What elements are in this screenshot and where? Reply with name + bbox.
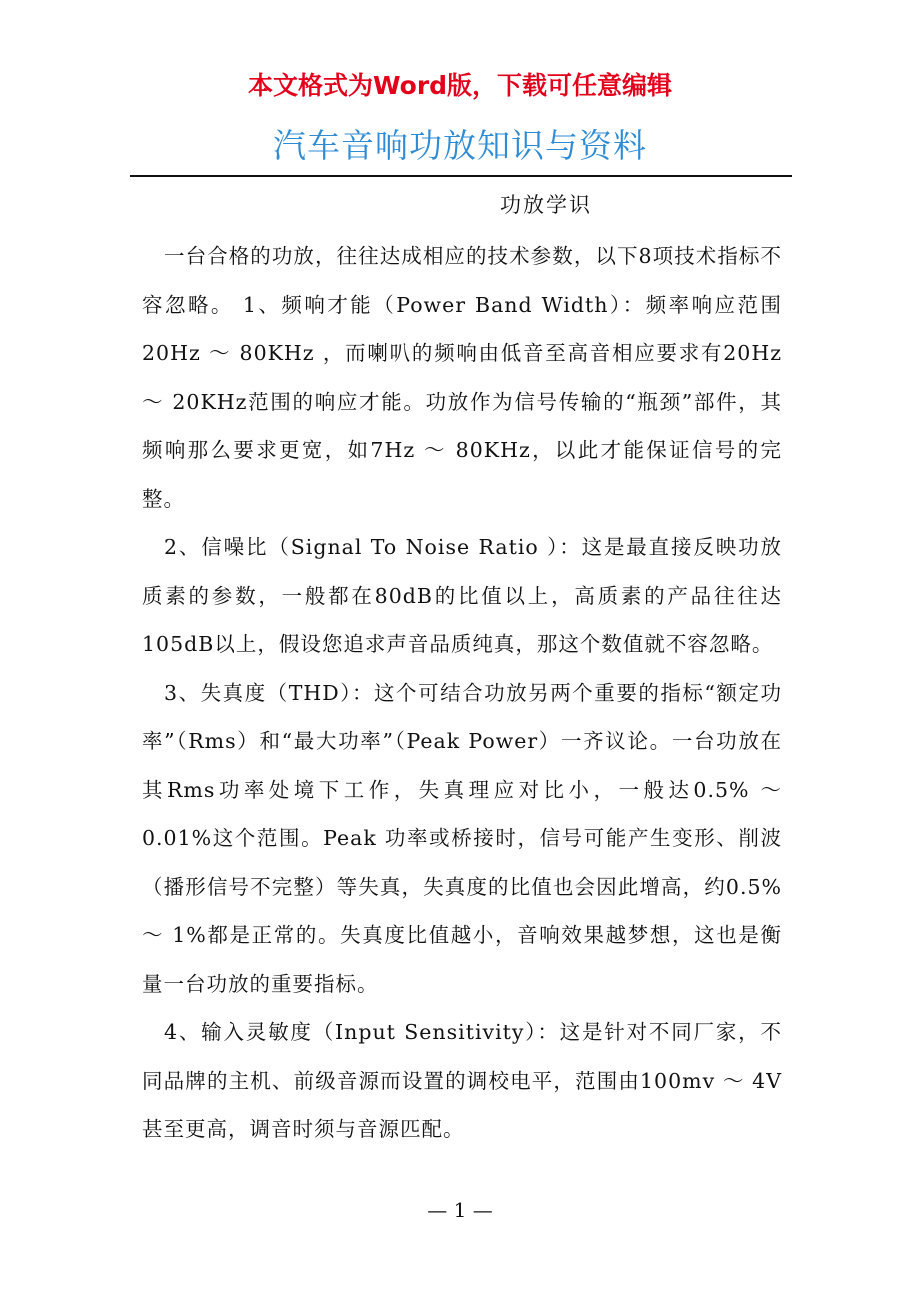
- title-divider: [130, 175, 792, 177]
- page-number: — 1 —: [427, 1198, 493, 1222]
- download-banner: 本文格式为Word版，下载可任意编辑: [247, 71, 673, 100]
- paragraph-signal-to-noise: 2、信噪比（Signal To Noise Ratio ）：这是最直接反映功放质素的参数，一般都在80dB的比值以上，高质素的产品往往达105dB以上，假设您追求声音品质纯真，那这个数值就不容忽略。: [142, 535, 782, 656]
- section-subtitle: 功放学识: [500, 193, 592, 217]
- document-body: [142, 232, 782, 1154]
- paragraph-input-sensitivity: 4、输入灵敏度（Input Sensitivity）：这是针对不同厂家，不同品牌的主机、前级音源而设置的调校电平，范围由100mv ～ 4V甚至更高，调音时须与音源匹配。: [142, 1020, 782, 1141]
- paragraph-distortion: 3、失真度（THD）：这个可结合功放另两个重要的指标“额定功率”（Rms）和“最大功率”（Peak Power）一齐议论。一台功放在其Rms功率处境下工作，失真理应对比小，一般达0.5% ～ 0.01%这个范围。Peak 功率或桥接时，信号可能产生变形、削波（播形信号不完整）等失真，失真度的比值也会因此增高，约0.5% ～ 1%都是正常的。失真度比值越小，音响效果越梦想，这也是衡量一台功放的重要指标。: [142, 680, 782, 996]
- document-title: 汽车音响功放知识与资料: [273, 126, 647, 165]
- paragraph-intro-frequency-response: 一台合格的功放，往往达成相应的技术参数，以下8项技术指标不容忽略。 1、频响才能（Power Band Width）：频率响应范围20Hz ～ 80KHz ，而喇叭的频响由低音至高音相应要求有20Hz ～ 20KHz范围的响应才能。功放作为信号传输的“瓶颈”部件，其频响那么要求更宽，如7Hz ～ 80KHz，以此才能保证信号的完整。: [142, 244, 782, 511]
